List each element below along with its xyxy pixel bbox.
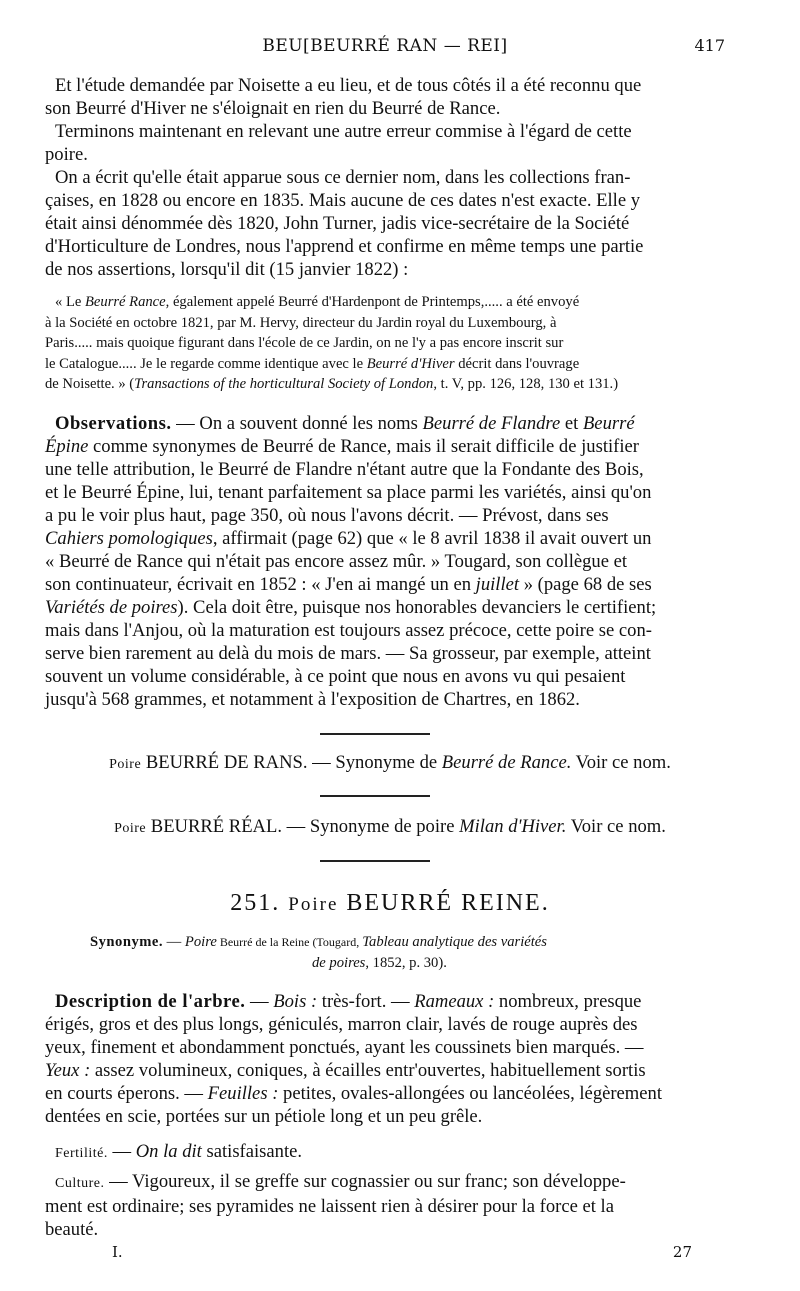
quote-text: de Noisette. » ( bbox=[45, 376, 135, 392]
fertilite-lead: Fertilité. bbox=[55, 1146, 108, 1161]
italic-text: Feuilles : bbox=[207, 1083, 279, 1104]
page-number: 417 bbox=[694, 36, 725, 55]
entry-text: Voir ce nom. bbox=[571, 752, 671, 773]
entry-italic: Beurré de Rance. bbox=[441, 752, 572, 773]
synonyme-text: — bbox=[163, 934, 185, 950]
italic-text: Yeux : bbox=[45, 1060, 91, 1081]
entry-name: BEURRÉ RÉAL. bbox=[146, 816, 282, 837]
italic-text: Bois : bbox=[273, 991, 318, 1012]
fertilite-paragraph bbox=[45, 1140, 735, 1165]
quote-text: décrit dans l'ouvrage bbox=[454, 355, 580, 372]
quote-text: à la Société en octobre 1821, par M. Hervy, directeur du Jardin royal du Luxembourg, à bbox=[45, 314, 557, 331]
entry-text: — Synonyme de poire bbox=[281, 816, 460, 837]
quote-text: « Le bbox=[55, 294, 85, 310]
signature-mark: I. bbox=[112, 1243, 123, 1261]
text-line: serve bien rarement au delà du mois de mars. — Sa grosseur, par exemple, atteint bbox=[45, 643, 651, 664]
section-heading bbox=[45, 890, 735, 917]
synonyme-line bbox=[90, 932, 710, 974]
text-line: — bbox=[107, 1141, 136, 1162]
text-line: Terminons maintenant en relevant une autre erreur commise à l'égard de cette bbox=[55, 121, 632, 142]
text-line: mais dans l'Anjou, où la maturation est toujours assez précoce, cette poire se con- bbox=[45, 620, 652, 641]
text-line: son continuateur, écrivait en 1852 : « J'en ai mangé un en bbox=[45, 574, 476, 595]
text-line: — bbox=[245, 991, 274, 1012]
synonyme-italic: Tableau analytique des variétés bbox=[362, 934, 547, 950]
culture-paragraph bbox=[45, 1170, 735, 1241]
text-line: et le Beurré Épine, lui, tenant parfaitement sa place parmi les variétés, ainsi qu'on bbox=[45, 482, 652, 503]
italic-text: On la dit bbox=[135, 1141, 202, 1162]
text-line: d'Horticulture de Londres, nous l'apprend et confirme en même temps une partie bbox=[45, 236, 644, 257]
text-line: assez volumineux, coniques, à écailles entr'ouvertes, habituellement sortis bbox=[90, 1060, 646, 1081]
text-line: — Vigoureux, il se greffe sur cognassier ou sur franc; son développe- bbox=[104, 1171, 626, 1192]
entry-beurre-real bbox=[45, 816, 735, 838]
description-lead: Description de l'arbre. bbox=[55, 991, 246, 1012]
text-line: de nos assertions, lorsqu'il dit (15 janvier 1822) : bbox=[45, 259, 409, 280]
synonyme-text: , 1852, p. 30). bbox=[365, 955, 447, 971]
quote-italic: Beurré d'Hiver bbox=[366, 355, 455, 372]
text-line: était ainsi dénommée dès 1820, John Turner, jadis vice-secrétaire de la Société bbox=[45, 213, 630, 234]
text-line: et bbox=[560, 413, 583, 434]
synonyme-text: Beurré de la Reine (Tougard, bbox=[216, 935, 363, 949]
text-line: ). Cela doit être, puisque nos honorables devanciers le certifient; bbox=[177, 597, 657, 618]
text-line: ment est ordinaire; ses pyramides ne laissent rien à désirer pour la force et la bbox=[45, 1196, 614, 1217]
turner-quotation bbox=[45, 292, 735, 395]
entry-poire: Poire bbox=[109, 757, 142, 772]
description-paragraph bbox=[45, 990, 735, 1128]
italic-text: Variétés de poires bbox=[45, 597, 178, 618]
text-line: une telle attribution, le Beurré de Flandre n'étant autre que la Fondante des Bois, bbox=[45, 459, 644, 480]
quote-italic: Transactions of the horticultural Society of London bbox=[134, 376, 434, 392]
text-line: dentées en scie, portées sur un pétiole long et un peu grêle. bbox=[45, 1106, 483, 1127]
quote-text: , également appelé Beurré d'Hardenpont de Printemps,..... a été envoyé bbox=[165, 294, 580, 310]
entry-italic: Milan d'Hiver. bbox=[459, 816, 567, 837]
text-line: , affirmait (page 62) que « le 8 avril 1838 il avait ouvert un bbox=[212, 528, 652, 549]
italic-text: Cahiers pomologiques bbox=[45, 528, 213, 549]
entry-name: BEURRÉ DE RANS. bbox=[141, 752, 308, 773]
synonyme-italic: Poire bbox=[184, 934, 217, 950]
page-header bbox=[45, 36, 725, 60]
text-line: satisfaisante. bbox=[201, 1141, 303, 1162]
text-line: en courts éperons. — bbox=[45, 1083, 208, 1104]
quote-text: Paris..... mais quoique figurant dans l'école de ce Jardin, on ne l'y a pas encore inscrit sur bbox=[45, 335, 564, 351]
heading-poire: Poire bbox=[288, 894, 339, 915]
observations-lead: Observations. bbox=[55, 413, 172, 434]
italic-text: Rameaux : bbox=[414, 991, 495, 1012]
synonyme-italic: de poires bbox=[312, 955, 366, 971]
heading-number: 251. bbox=[230, 890, 281, 916]
divider-rule bbox=[320, 795, 430, 797]
entry-beurre-de-rans bbox=[45, 752, 735, 774]
heading-name: BEURRÉ REINE. bbox=[346, 890, 550, 916]
text-line: — On a souvent donné les noms bbox=[171, 413, 423, 434]
text-line: çaises, en 1828 ou encore en 1835. Mais aucune de ces dates n'est exacte. Elle y bbox=[45, 190, 641, 211]
text-line: érigés, gros et des plus longs, géniculés, marron clair, lavés de rouge auprès des bbox=[45, 1014, 638, 1035]
text-line: Et l'étude demandée par Noisette a eu lieu, et de tous côtés il a été reconnu que bbox=[55, 75, 642, 96]
paragraph-opening bbox=[45, 74, 735, 281]
text-line: « Beurré de Rance qui n'était pas encore assez mûr. » Tougard, son collègue et bbox=[45, 551, 628, 572]
text-line: très-fort. — bbox=[317, 991, 415, 1012]
italic-text: Épine bbox=[45, 436, 89, 457]
running-head: BEU[BEURRÉ RAN — REI] bbox=[262, 36, 508, 56]
italic-text: Beurré de Flandre bbox=[422, 413, 561, 434]
observations-paragraph bbox=[45, 412, 735, 711]
text-line: comme synonymes de Beurré de Rance, mais il serait difficile de justifier bbox=[88, 436, 639, 457]
text-line: On a écrit qu'elle était apparue sous ce dernier nom, dans les collections fran- bbox=[55, 167, 631, 188]
text-line: souvent un volume considérable, à ce point que nous en avons vu qui pesaient bbox=[45, 666, 626, 687]
text-line: jusqu'à 568 grammes, et notamment à l'exposition de Chartres, en 1862. bbox=[45, 689, 580, 710]
divider-rule bbox=[320, 733, 430, 735]
text-line: a pu le voir plus haut, page 350, où nous l'avons décrit. — Prévost, dans ses bbox=[45, 505, 609, 526]
text-line: nombreux, presque bbox=[494, 991, 642, 1012]
text-line: » (page 68 de ses bbox=[519, 574, 652, 595]
text-line: petites, ovales-allongées ou lancéolées, légèrement bbox=[278, 1083, 662, 1104]
entry-text: — Synonyme de bbox=[307, 752, 442, 773]
text-line: son Beurré d'Hiver ne s'éloignait en rien du Beurré de Rance. bbox=[45, 98, 501, 119]
italic-text: Beurré bbox=[582, 413, 635, 434]
culture-lead: Culture. bbox=[55, 1176, 105, 1191]
signature-number: 27 bbox=[672, 1243, 692, 1261]
text-line: yeux, finement et abondamment ponctués, ayant les coussinets bien marqués. — bbox=[45, 1037, 644, 1058]
italic-text: juillet bbox=[475, 574, 520, 595]
entry-text: Voir ce nom. bbox=[566, 816, 666, 837]
synonyme-lead: Synonyme. bbox=[90, 934, 164, 950]
quote-italic: Beurré Rance bbox=[85, 294, 166, 310]
quote-text: le Catalogue..... Je le regarde comme identique avec le bbox=[45, 355, 367, 372]
entry-poire: Poire bbox=[114, 821, 147, 836]
text-line: beauté. bbox=[45, 1219, 99, 1240]
divider-rule bbox=[320, 860, 430, 862]
quote-text: , t. V, pp. 126, 128, 130 et 131.) bbox=[433, 376, 619, 392]
text-line: poire. bbox=[45, 144, 88, 165]
